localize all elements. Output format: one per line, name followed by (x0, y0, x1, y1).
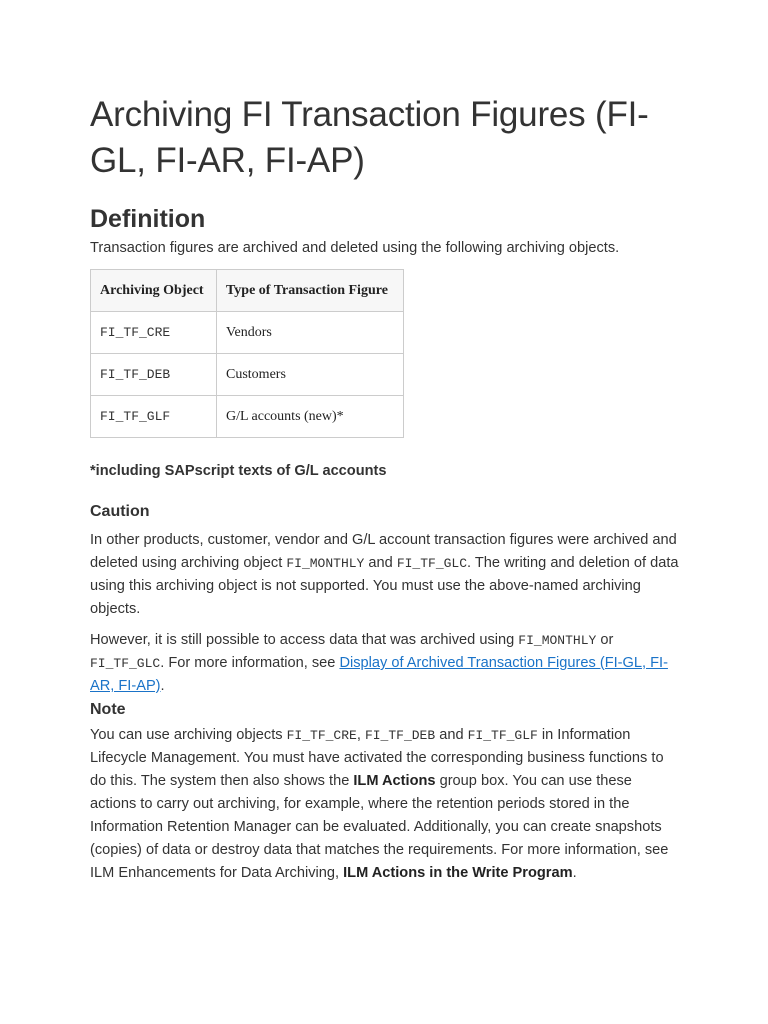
code-fi-tf-glc: FI_TF_GLC (396, 556, 468, 571)
table-header-type: Type of Transaction Figure (217, 270, 404, 312)
ilm-actions-write-program-bold: ILM Actions in the Write Program (343, 865, 573, 881)
code-fi-tf-deb: FI_TF_DEB (364, 728, 436, 743)
document-page (90, 92, 680, 885)
table-cell-object: FI_TF_CRE (91, 312, 217, 354)
access-paragraph (90, 629, 680, 698)
table-row (91, 396, 404, 438)
table-footnote: *including SAPscript texts of G/L accounts (90, 463, 387, 479)
caution-text-1: In other products, customer, vendor and G/L account transaction figures were archived and deleted using archiving object (90, 532, 677, 571)
table-row (91, 312, 404, 354)
note-text-2: , (356, 727, 365, 743)
access-text-1: However, it is still possible to access data that was archived using (90, 632, 519, 648)
definition-heading: Definition (90, 205, 206, 233)
table-cell-type: Customers (217, 354, 404, 396)
note-text-3: and (435, 727, 468, 743)
table-header-row (91, 270, 404, 312)
table-cell-object: FI_TF_GLF (91, 396, 217, 438)
access-text-4: . (160, 678, 165, 694)
caution-heading: Caution (90, 503, 150, 520)
code-fi-monthly: FI_MONTHLY (286, 556, 365, 571)
access-text-2: or (596, 632, 614, 648)
page-title: Archiving FI Transaction Figures (FI-GL, FI-AR, FI-AP) (90, 95, 649, 180)
table-cell-type: G/L accounts (new)* (217, 396, 404, 438)
table-row (91, 354, 404, 396)
access-text-3: . For more information, see (160, 655, 340, 671)
code-fi-monthly: FI_MONTHLY (518, 633, 597, 648)
table-header-archiving-object: Archiving Object (91, 270, 217, 312)
note-text-5: group box. You can use these actions to carry out archiving, for example, where the retention periods stored in the Information Retention Manager can be evaluated. Additionally, you can create snapshots (copies) of data or destroy data that matches the requirements. For more information, see ILM Enhancements for Data Archiving, (90, 773, 669, 881)
note-paragraph (90, 724, 680, 885)
definition-intro: Transaction figures are archived and deleted using the following archiving objects. (90, 240, 620, 256)
caution-text-3: . The writing and deletion of data using this archiving object is not supported. You must use the above-named archiving objects. (90, 555, 679, 617)
note-text-4: in Information Lifecycle Management. You must have activated the corresponding business functions to do this. The system then also shows the (90, 727, 664, 789)
code-fi-tf-cre: FI_TF_CRE (286, 728, 357, 743)
code-fi-tf-glc: FI_TF_GLC (90, 656, 161, 671)
ilm-actions-bold: ILM Actions (353, 773, 436, 789)
code-fi-tf-glf: FI_TF_GLF (467, 728, 538, 743)
note-text-6: . (572, 865, 577, 881)
caution-text-2: and (364, 555, 397, 571)
note-heading: Note (90, 701, 126, 718)
display-archived-figures-link[interactable]: Display of Archived Transaction Figures (FI-GL, FI-AR, FI-AP) (90, 655, 668, 694)
archiving-objects-table (90, 269, 404, 438)
table-cell-object: FI_TF_DEB (91, 354, 217, 396)
table-cell-type: Vendors (217, 312, 404, 354)
note-text-1: You can use archiving objects (90, 727, 287, 743)
caution-paragraph (90, 529, 680, 621)
